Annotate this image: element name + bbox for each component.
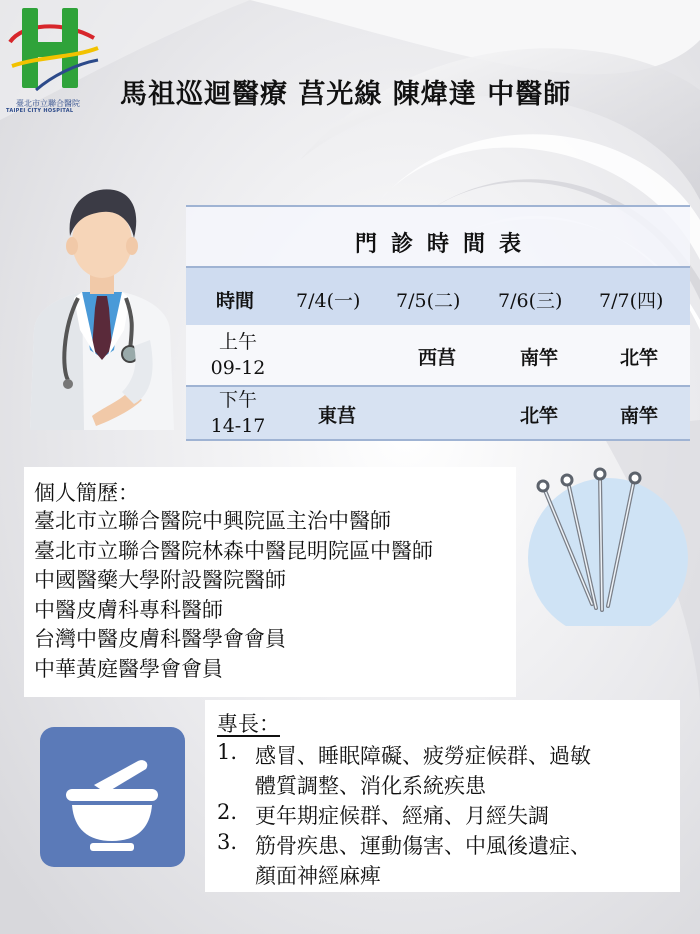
header-date-4: 7/7(四) (599, 290, 664, 312)
schedule-cell: 南竿 (620, 405, 659, 427)
table-row-morning (186, 325, 690, 385)
schedule-cell: 東莒 (318, 405, 357, 427)
table-top-rule (186, 205, 690, 207)
specialty-item-line: 體質調整、消化系統疾患 (255, 774, 486, 798)
list-item: 中醫皮膚科專科醫師 (34, 597, 223, 622)
specialty-item-line: 感冒、睡眠障礙、疲勞症候群、過敏 (255, 744, 591, 768)
period-hours: 09-12 (210, 357, 266, 379)
period-afternoon (198, 387, 278, 439)
list-item: 中華黃庭醫學會會員 (34, 656, 223, 681)
hospital-name-en: TAIPEI CITY HOSPITAL (6, 108, 74, 114)
mortar-pestle-icon (40, 727, 185, 867)
specialty-item-line: 顏面神經麻痺 (255, 864, 381, 888)
doctor-illustration (22, 180, 182, 430)
hospital-logo-icon (2, 2, 102, 98)
biography-list (34, 507, 433, 684)
schedule-cell: 北竿 (620, 347, 659, 369)
specialty-panel (205, 700, 680, 892)
header-date-2: 7/5(二) (396, 290, 461, 312)
list-item: 臺北市立聯合醫院林森中醫昆明院區中醫師 (34, 538, 433, 563)
period-label: 下午 (218, 389, 257, 411)
header-time: 時間 (216, 290, 255, 312)
list-number: 2. (217, 800, 238, 824)
period-morning (198, 329, 278, 381)
period-label: 上午 (218, 331, 257, 353)
hospital-logo (2, 2, 102, 114)
specialty-heading: 專長： (217, 712, 280, 736)
specialty-item-line: 筋骨疾患、運動傷害、中風後遺症、 (255, 834, 591, 858)
list-item: 臺北市立聯合醫院中興院區主治中醫師 (34, 509, 391, 533)
biography-panel (24, 467, 516, 697)
period-hours: 14-17 (210, 415, 266, 437)
table-header-row (186, 266, 690, 325)
list-item: 中國醫藥大學附設醫院醫師 (34, 568, 286, 592)
clinic-schedule-table (186, 205, 690, 441)
schedule-title: 門診時間表 (354, 231, 535, 257)
header-date-3: 7/6(三) (498, 290, 563, 312)
hospital-name-zh: 臺北市立聯合醫院 (16, 99, 80, 108)
specialty-item-line: 更年期症候群、經痛、月經失調 (255, 804, 549, 828)
schedule-cell: 南竿 (520, 347, 559, 369)
page-title: 馬祖巡迴醫療 莒光線 陳煒達 中醫師 (120, 79, 572, 110)
acupuncture-needles-icon (514, 466, 690, 626)
biography-heading: 個人簡歷： (34, 481, 139, 505)
list-number: 3. (217, 830, 238, 854)
list-number: 1. (217, 740, 238, 764)
header-date-1: 7/4(一) (296, 290, 361, 312)
mortar-pestle-graphic (40, 727, 185, 867)
list-item: 台灣中醫皮膚科醫學會會員 (34, 627, 286, 651)
schedule-cell: 北竿 (520, 405, 559, 427)
schedule-cell: 西莒 (418, 347, 457, 369)
table-row-afternoon (186, 385, 690, 441)
